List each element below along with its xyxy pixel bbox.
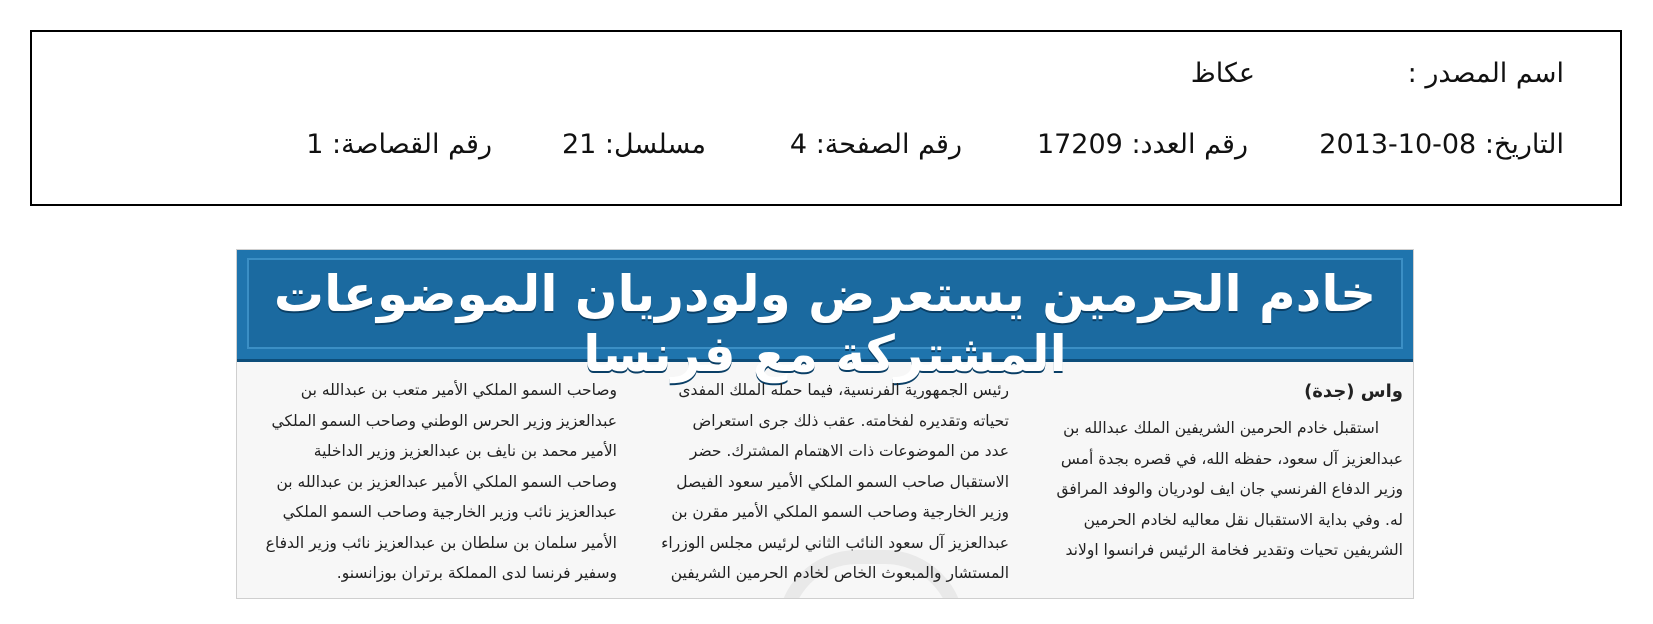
article-column-1 — [1056, 375, 1403, 566]
article-column-2 — [647, 375, 1009, 589]
column-line: الأمير محمد بن نايف بن عبدالعزيز وزير الداخلية — [313, 442, 617, 460]
column-line: الشريفين تحيات وتقدير فخامة الرئيس فرانسوا اولاند — [1065, 541, 1403, 559]
column-line: عدد من الموضوعات ذات الاهتمام المشترك. حضر — [689, 442, 1009, 460]
column-line: وسفير فرنسا لدى المملكة برتران بوزانسنو. — [336, 564, 617, 582]
article-dateline: واس (جدة) — [1304, 381, 1403, 402]
source-value: عكاظ — [1190, 58, 1255, 89]
column-line: له. وفي بداية الاستقبال نقل معاليه لخادم الحرمين — [1083, 510, 1403, 529]
column-line: عبدالعزيز آل سعود النائب الثاني لرئيس مجلس الوزراء — [661, 533, 1009, 552]
column-line: استقبل خادم الحرمين الشريفين الملك عبدالله بن — [1063, 419, 1379, 437]
details-row — [32, 129, 1620, 169]
newspaper-clipping — [236, 249, 1414, 599]
article-headline: خادم الحرمين يستعرض ولودريان الموضوعات المشتركة مع فرنسا — [273, 265, 1377, 383]
column-line: وصاحب السمو الملكي الأمير عبدالعزيز بن عبدالله بن — [276, 472, 617, 491]
source-label: اسم المصدر : — [1407, 58, 1564, 89]
article-column-3 — [255, 375, 617, 589]
column-line: عبدالعزيز وزير الحرس الوطني وصاحب السمو الملكي — [271, 411, 617, 430]
headline-banner — [237, 250, 1413, 383]
column-line: وزير الخارجية وصاحب السمو الملكي الأمير مقرن بن — [671, 503, 1009, 521]
serial-field: مسلسل: 21 — [561, 129, 706, 160]
source-info-box — [30, 30, 1622, 206]
column-line: رئيس الجمهورية الفرنسية، فيما حمله الملك المفدى — [678, 381, 1009, 399]
issue-field: رقم العدد: 17209 — [1036, 129, 1248, 160]
column-line: عبدالعزيز نائب وزير الخارجية وصاحب السمو الملكي — [282, 503, 617, 521]
column-line: الاستقبال صاحب السمو الملكي الأمير سعود الفيصل — [676, 472, 1009, 491]
date-field: التاريخ: 08-10-2013 — [1319, 129, 1564, 160]
column-line: تحياته وتقديره لفخامته. عقب ذلك جرى استعراض — [692, 411, 1009, 430]
column-line: المستشار والمبعوث الخاص لخادم الحرمين الشريفين — [670, 564, 1009, 582]
column-line: الأمير سلمان بن سلطان بن عبدالعزيز نائب وزير الدفاع — [265, 533, 617, 552]
column-line: وزير الدفاع الفرنسي جان ايف لودريان والوفد المرافق — [1056, 480, 1403, 498]
source-row — [32, 58, 1620, 98]
page-field: رقم الصفحة: 4 — [789, 129, 962, 160]
column-line: وصاحب السمو الملكي الأمير متعب بن عبدالله بن — [300, 381, 617, 399]
column-line: عبدالعزيز آل سعود، حفظه الله، في قصره بجدة أمس — [1060, 449, 1403, 468]
clip-number-field: رقم القصاصة: 1 — [306, 129, 492, 160]
